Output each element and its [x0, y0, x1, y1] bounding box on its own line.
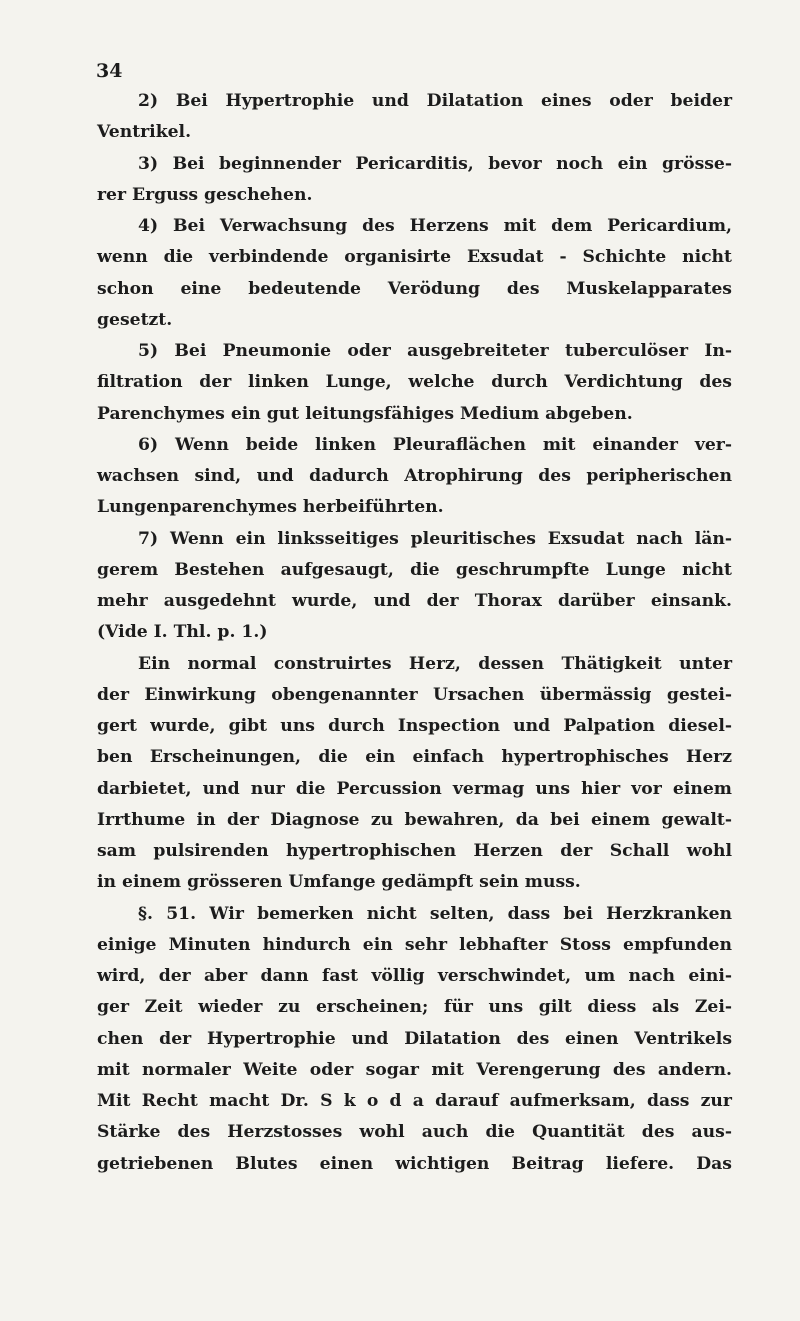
text-line: 2) Bei Hypertrophie und Dilatation eines oder beider	[138, 91, 732, 111]
text-line: gerem Bestehen aufgesaugt, die geschrumpfte Lunge nicht	[97, 559, 732, 580]
text-line: sam pulsirenden hypertrophischen Herzen der Schall wohl	[97, 841, 732, 861]
text-line: filtration der linken Lunge, welche durch Verdichtung des	[97, 372, 732, 393]
text-line: chen der Hypertrophie und Dilatation des einen Ventrikels	[97, 1028, 732, 1049]
text-line: Stärke des Herzstosses wohl auch die Quantität des aus-	[97, 1122, 732, 1143]
text-line: 4) Bei Verwachsung des Herzens mit dem Pericardium,	[138, 216, 732, 236]
text-line: darbietet, und nur die Percussion vermag uns hier vor einem	[97, 778, 732, 799]
text-line: der Einwirkung obengenannter Ursachen übermässig gestei-	[97, 684, 732, 705]
text-line: schon eine bedeutende Verödung des Muskelapparates	[97, 278, 732, 299]
text-line: Irrthume in der Diagnose zu bewahren, da bei einem gewalt-	[97, 809, 732, 830]
text-line: ben Erscheinungen, die ein einfach hypertrophisches Herz	[97, 747, 732, 768]
text-line: 5) Bei Pneumonie oder ausgebreiteter tuberculöser In-	[138, 341, 732, 361]
text-line: rer Erguss geschehen.	[97, 184, 313, 205]
text-line: 6) Wenn beide linken Pleuraflächen mit einander ver-	[138, 434, 732, 455]
text-line: getriebenen Blutes einen wichtigen Beitrag liefere. Das	[97, 1153, 732, 1174]
text-line: einige Minuten hindurch ein sehr lebhafter Stoss empfunden	[97, 934, 732, 955]
text-line: Lungenparenchymes herbeiführten.	[97, 497, 444, 518]
text-line: in einem grösseren Umfange gedämpft sein muss.	[97, 872, 581, 893]
text-line: Ventrikel.	[97, 122, 192, 143]
text-line: mehr ausgedehnt wurde, und der Thorax darüber einsank.	[97, 591, 732, 611]
body-text	[97, 86, 732, 1180]
text-line: wird, der aber dann fast völlig verschwindet, um nach eini-	[97, 966, 732, 986]
text-line: (Vide I. Thl. p. 1.)	[97, 622, 268, 643]
text-line: gert wurde, gibt uns durch Inspection und Palpation diesel-	[97, 716, 732, 736]
text-line: gesetzt.	[97, 309, 173, 330]
text-line: wachsen sind, und dadurch Atrophirung des peripherischen	[97, 466, 732, 486]
text-line: 3) Bei beginnender Pericarditis, bevor noch ein grösse-	[138, 153, 732, 174]
text-line: mit normaler Weite oder sogar mit Verengerung des andern.	[97, 1059, 732, 1080]
text-line: 7) Wenn ein linksseitiges pleuritisches Exsudat nach län-	[138, 528, 732, 549]
text-line: Ein normal construirtes Herz, dessen Thätigkeit unter	[138, 653, 732, 674]
text-line: wenn die verbindende organisirte Exsudat - Schichte nicht	[97, 247, 732, 268]
text-line: ger Zeit wieder zu erscheinen; für uns gilt diess als Zei-	[97, 997, 732, 1018]
page-number: 34	[96, 60, 123, 82]
text-line: Mit Recht macht Dr. S k o d a darauf aufmerksam, dass zur	[97, 1091, 732, 1111]
text-line: §. 51. Wir bemerken nicht selten, dass bei Herzkranken	[138, 903, 732, 924]
text-line: Parenchymes ein gut leitungsfähiges Medium abgeben.	[97, 403, 633, 424]
